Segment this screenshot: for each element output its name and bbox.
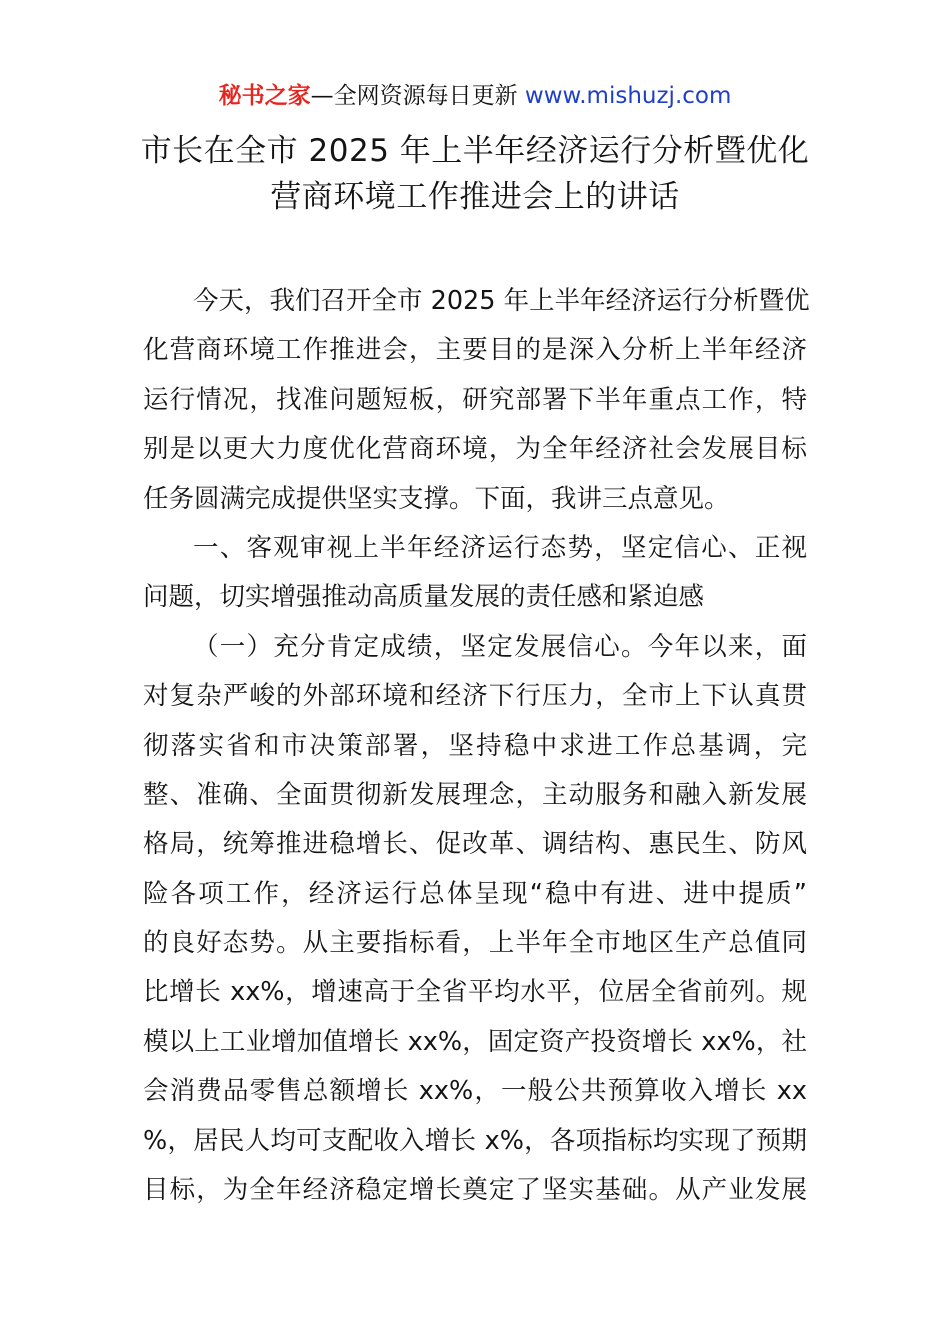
section-heading-line: 问题，切实增强推动高质量发展的责任感和紧迫感 — [143, 582, 705, 613]
paragraph-line: 今天，我们召开全市 2025 年上半年经济运行分析暨优 — [193, 286, 810, 316]
document-title — [100, 128, 850, 220]
paragraph-line: 比增长 xx%，增速高于全省平均水平，位居全省前列。规 — [143, 977, 807, 1008]
title-line-1: 市长在全市 2025 年上半年经济运行分析暨优化 — [140, 133, 810, 169]
paragraph-line: 格局，统筹推进稳增长、促改革、调结构、惠民生、防风 — [143, 829, 807, 860]
paragraph-line: 任务圆满完成提供坚实支撑。下面，我讲三点意见。 — [143, 483, 730, 514]
paragraph-line: 会消费品零售总额增长 xx%，一般公共预算收入增长 xx — [143, 1076, 807, 1107]
paragraph-line: 彻落实省和市决策部署，坚持稳中求进工作总基调，完 — [143, 730, 807, 761]
paragraph-line: %，居民人均可支配收入增长 x%，各项指标均实现了预期 — [143, 1125, 807, 1156]
paragraph-line: （一）充分肯定成绩，坚定发展信心。今年以来，面 — [193, 631, 807, 662]
document-body — [143, 277, 810, 1215]
paragraph-line: 险各项工作，经济运行总体呈现“稳中有进、进中提质” — [143, 878, 807, 909]
paragraph-line: 对复杂严峻的外部环境和经济下行压力，全市上下认真贯 — [143, 681, 807, 712]
paragraph-line: 运行情况，找准问题短板，研究部署下半年重点工作，特 — [143, 384, 807, 415]
banner-tagline: —全网资源每日更新 — [310, 83, 525, 109]
paragraph-line: 别是以更大力度优化营商环境，为全年经济社会发展目标 — [143, 434, 807, 465]
site-banner — [0, 78, 950, 114]
site-url[interactable]: www.mishuzj.com — [524, 83, 732, 109]
title-line-2: 营商环境工作推进会上的讲话 — [270, 179, 680, 215]
section-heading-line: 一、客观审视上半年经济运行态势，坚定信心、正视 — [193, 532, 807, 563]
paragraph-line: 模以上工业增加值增长 xx%，固定资产投资增长 xx%，社 — [143, 1026, 807, 1057]
paragraph-line: 整、准确、全面贯彻新发展理念，主动服务和融入新发展 — [143, 779, 807, 810]
brand-name: 秘书之家 — [218, 83, 311, 109]
paragraph-line: 化营商环境工作推进会，主要目的是深入分析上半年经济 — [143, 335, 807, 366]
paragraph-line: 的良好态势。从主要指标看，上半年全市地区生产总值同 — [143, 928, 807, 959]
paragraph-line: 目标，为全年经济稳定增长奠定了坚实基础。从产业发展 — [143, 1175, 807, 1206]
